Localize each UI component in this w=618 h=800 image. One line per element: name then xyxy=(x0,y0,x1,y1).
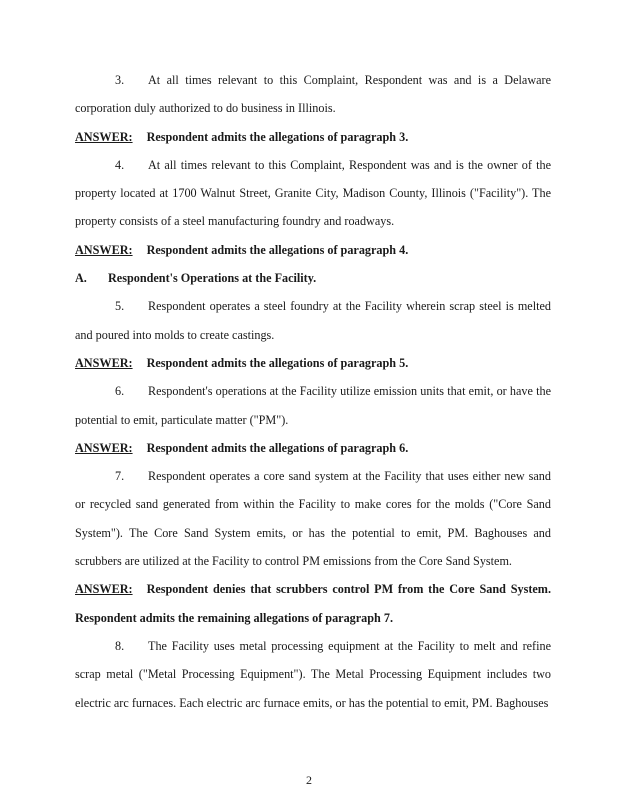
paragraph-8 xyxy=(75,632,551,717)
answer-label: ANSWER: xyxy=(75,129,133,144)
answer-text: Respondent admits the allegations of paragraph 3. xyxy=(146,129,409,144)
paragraph-6 xyxy=(75,377,551,434)
answer-label: ANSWER: xyxy=(75,582,133,597)
answer-5 xyxy=(75,349,551,377)
paragraph-text: Respondent operates a core sand system at the Facility that uses either new sand or recycled sand generated from within the Facility to make cores for the molds ("Core Sand System"). The Core Sand System emits, or has the potential to emit, PM. Baghouses and scrubbers are utilized at the Facility to control PM emissions from the Core Sand System. xyxy=(75,469,551,569)
answer-6 xyxy=(75,434,551,462)
paragraph-text: The Facility uses metal processing equipment at the Facility to melt and refine scrap metal ("Metal Processing Equipment"). The Metal Processing Equipment includes two electric arc furnaces. Each electric arc furnace emits, or has the potential to emit, PM. Baghouses xyxy=(75,638,551,710)
answer-text: Respondent denies that scrubbers control PM from the Core Sand System. Respondent admits the remaining allegations of paragraph 7. xyxy=(75,582,551,625)
paragraph-7 xyxy=(75,462,551,575)
paragraph-number: 8. xyxy=(115,638,125,653)
paragraph-text: Respondent's operations at the Facility utilize emission units that emit, or have the potential to emit, particulate matter ("PM"). xyxy=(75,384,551,427)
answer-text: Respondent admits the allegations of paragraph 5. xyxy=(146,355,409,370)
answer-7 xyxy=(75,575,551,632)
paragraph-number: 5. xyxy=(115,299,125,314)
answer-text: Respondent admits the allegations of paragraph 6. xyxy=(146,440,409,455)
paragraph-number: 3. xyxy=(115,73,125,87)
paragraph-3 xyxy=(75,66,551,123)
paragraph-text: Respondent operates a steel foundry at the Facility wherein scrap steel is melted and poured into molds to create castings. xyxy=(75,299,551,342)
answer-text: Respondent admits the allegations of paragraph 4. xyxy=(146,242,409,257)
answer-label: ANSWER: xyxy=(75,355,133,370)
answer-4 xyxy=(75,236,551,264)
paragraph-text: At all times relevant to this Complaint, Respondent was and is a Delaware corporation duly authorized to do business in Illinois. xyxy=(75,73,551,116)
section-letter: A. xyxy=(75,271,87,286)
answer-label: ANSWER: xyxy=(75,242,133,257)
paragraph-text: At all times relevant to this Complaint, Respondent was and is the owner of the property located at 1700 Walnut Street, Granite City, Madison County, Illinois ("Facility"). The property consists of a steel manufacturing foundry and roadways. xyxy=(75,157,551,229)
paragraph-number: 4. xyxy=(115,157,125,172)
section-title: Respondent's Operations at the Facility. xyxy=(108,271,317,286)
paragraph-number: 7. xyxy=(115,469,125,484)
answer-3 xyxy=(75,123,551,151)
answer-label: ANSWER: xyxy=(75,440,133,455)
paragraph-4 xyxy=(75,151,551,236)
page-number: 2 xyxy=(306,773,312,787)
document-body xyxy=(75,66,551,717)
paragraph-number: 6. xyxy=(115,384,125,399)
paragraph-5 xyxy=(75,292,551,349)
section-heading xyxy=(75,264,551,292)
